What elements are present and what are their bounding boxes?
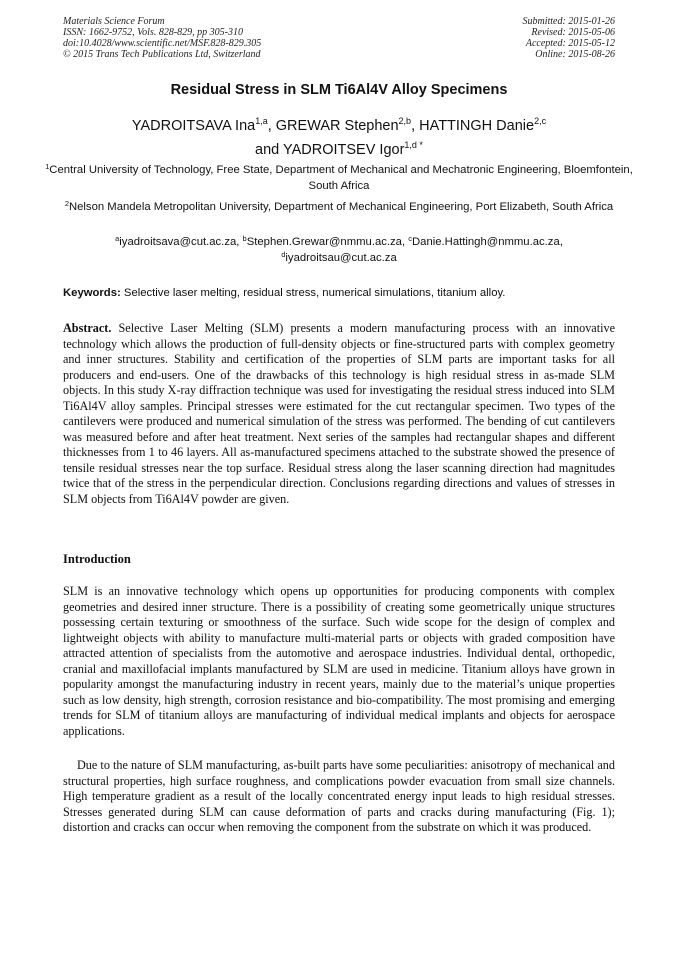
abstract <box>63 321 615 507</box>
abstract-label: Abstract. <box>63 321 112 335</box>
keywords-text: Selective laser melting, residual stress, numerical simulations, titanium alloy. <box>120 287 506 299</box>
affiliation-text: Central University of Technology, Free State, Department of Mechanical and Mechatronic Engineering, Bloemfontein, South Africa <box>49 164 633 192</box>
affiliation-number: 2 <box>64 199 69 208</box>
author-separator: , <box>267 118 276 134</box>
author-name: YADROITSAVA Ina <box>131 118 256 134</box>
author-affiliation-mark: 1,a <box>255 116 268 126</box>
keywords-label: Keywords: <box>63 287 121 299</box>
author-emails <box>40 235 638 266</box>
author-name: HATTINGH Danie <box>419 118 535 134</box>
email-address: Stephen.Grewar@nmmu.ac.za, <box>246 236 409 248</box>
publication-dates <box>523 16 616 60</box>
paper-title: Residual Stress in SLM Ti6Al4V Alloy Specimens <box>170 82 508 98</box>
email-address: iyadroitsava@cut.ac.za, <box>119 236 243 248</box>
affiliation-1 <box>40 163 638 194</box>
author-line-1 <box>40 114 638 138</box>
author-affiliation-mark: 2,c <box>534 116 547 126</box>
journal-info <box>63 16 261 60</box>
abstract-text: Selective Laser Melting (SLM) presents a modern manufacturing process with an innovative technology which allows the production of full-density objects or fine-structured parts with complex geometry and inner structures. Stability and certification of the properties of SLM parts are important tasks for all producers and end-users. One of the drawbacks of this technology is high residual stress in as-made SLM objects. In this study X-ray diffraction technique was used for investigating the residual stress induced into SLM Ti6Al4V alloy samples. Principal stresses were estimated for the cut rectangular specimen. Two types of the cantilevers were produced and numerical simulation of the stress was performed. The bending of cut cantilevers was measured before and after heat treatment. Next series of the samples had rectangular shapes and different thicknesses from 1 to 46 layers. All as-manufactured specimens attached to the substrate showed the presence of tensile residual stresses near the top surface. Residual stress along the laser scanning direction had magnitudes twice that of the stress in the perpendicular direction. Conclusions regarding directions and values of stresses in SLM objects from Ti6Al4V powder are given. <box>63 321 615 506</box>
date-submitted: Submitted: 2015-01-26 <box>522 16 615 27</box>
author-affiliation-mark: 1,d * <box>404 140 423 150</box>
journal-doi: doi:10.4028/www.scientific.net/MSF.828-829.305 <box>63 38 262 49</box>
author-list <box>40 114 638 162</box>
email-address: iyadroitsau@cut.ac.za <box>285 251 397 264</box>
date-accepted: Accepted: 2015-05-12 <box>525 38 615 49</box>
paragraph: SLM is an innovative technology which opens up opportunities for producing components with complex geometries and desired inner structure. There is a possibility of creating some geometrically unique structures possessing certain texturing or smoothness of the surface. Such wide scope for the design of complex and lightweight objects with ability to manufacture multi-material parts or objects with graded composition have attracted attention of specialists from the automotive and aerospace industries. Individual dental, orthopedic, cranial and maxillofacial implants manufactured by SLM are used in medicine. Titanium alloys have grown in popularity amongst the manufacturing industry in recent years, mainly due to the material’s unique properties such as low density, high strength, corrosion resistance and bio-compatibility. The most promising and emerging trends for SLM of titanium alloys are manufacturing of individual medical implants and objects for aerospace applications. <box>63 584 615 738</box>
author-affiliation-mark: 2,b <box>398 116 412 126</box>
email-line-2 <box>40 251 638 267</box>
email-mark: b <box>242 234 247 243</box>
journal-issn: ISSN: 1662-9752, Vols. 828-829, pp 305-310 <box>63 27 243 38</box>
email-line-1 <box>40 235 638 251</box>
date-online: Online: 2015-08-26 <box>535 49 615 60</box>
paragraph: Due to the nature of SLM manufacturing, as-built parts have some peculiarities: anisotropy of mechanical and structural properties, high surface roughness, and complications powder evacuation from small size channels. High temperature gradient as a result of the locally concentrated energy input leads to high residual stresses. Stresses generated during SLM can cause deformation of parts and cracks during manufacturing (Fig. 1); distortion and cracks can occur when removing the component from the substrate on which it was produced. <box>63 758 615 834</box>
affiliation-text: Nelson Mandela Metropolitan University, Department of Mechanical Engineering, Port Elizabeth, South Africa <box>68 201 614 213</box>
email-mark: d <box>281 249 286 259</box>
journal-copyright: © 2015 Trans Tech Publications Ltd, Switzerland <box>63 49 261 60</box>
date-revised: Revised: 2015-05-06 <box>531 27 615 38</box>
affiliation-2 <box>40 200 638 216</box>
email-mark: a <box>115 234 120 243</box>
keywords <box>63 287 623 299</box>
author-line-2 <box>40 138 638 162</box>
author-name: GREWAR Stephen <box>275 118 399 134</box>
email-address: Danie.Hattingh@nmmu.ac.za, <box>412 236 563 248</box>
affiliation-number: 1 <box>45 162 50 171</box>
journal-name: Materials Science Forum <box>63 16 165 27</box>
section-heading-introduction: Introduction <box>63 552 131 566</box>
author-separator: , <box>411 118 420 134</box>
email-mark: c <box>408 234 412 243</box>
author-name: and YADROITSEV Igor <box>255 142 405 158</box>
